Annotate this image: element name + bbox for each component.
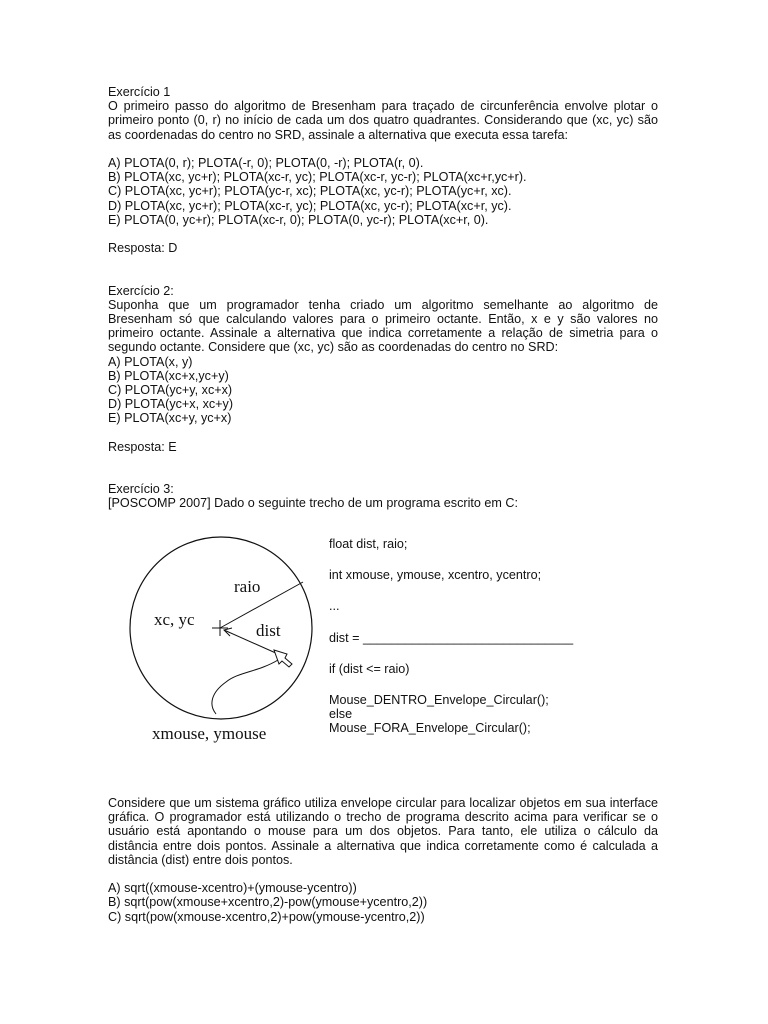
exercise-3-option-b: B) sqrt(pow(xmouse+xcentro,2)-pow(ymouse+ycentro,2)) [108, 895, 428, 910]
mouse-pointer-icon [274, 650, 292, 667]
exercise-1-text-line: O primeiro passo do algoritmo de Bresenham para traçado de circunferência envolve plotar o [108, 99, 658, 114]
radius-label: raio [234, 577, 261, 596]
code-line: if (dist <= raio) [329, 661, 410, 676]
code-snippet [329, 537, 649, 736]
exercise-1-option-d: D) PLOTA(xc, yc+r); PLOTA(xc-r, yc); PLOTA(xc, yc-r); PLOTA(xc+r, yc). [108, 198, 512, 213]
code-line: float dist, raio; [329, 537, 408, 551]
document-page [108, 85, 658, 511]
distance-label: dist [256, 621, 281, 640]
code-line: Mouse_DENTRO_Envelope_Circular(); [329, 692, 549, 707]
code-line: else [329, 707, 353, 722]
exercise-3-option-c: C) sqrt(pow(xmouse-xcentro,2)+pow(ymouse-ycentro,2)) [108, 909, 425, 924]
exercise-1-text-line: primeiro ponto (0, r) no início de cada um dos quatro quadrantes. Considerando que (xc, yc) são [108, 113, 658, 128]
exercise-3-text-line: usuário está apontando o mouse para um dos objetos. Para tanto, ele utiliza o cálculo da [108, 824, 658, 839]
exercise-1-option-e: E) PLOTA(0, yc+r); PLOTA(xc-r, 0); PLOTA(0, yc-r); PLOTA(xc+r, 0). [108, 212, 489, 227]
exercise-1-option-c: C) PLOTA(xc, yc+r); PLOTA(yc-r, xc); PLOTA(xc, yc-r); PLOTA(yc+r, xc). [108, 184, 512, 199]
exercise-3-title: Exercício 3: [108, 482, 174, 497]
exercise-2-text-line: Bresenham só que calculando valores para o primeiro octante. Então, x e y são valores no [108, 312, 658, 327]
exercise-1-option-b: B) PLOTA(xc, yc+r); PLOTA(xc-r, yc); PLOTA(xc-r, yc-r); PLOTA(xc+r,yc+r). [108, 170, 527, 185]
exercise-2-option-c: C) PLOTA(yc+y, xc+x) [108, 382, 233, 397]
exercise-2-option-d: D) PLOTA(yc+x, xc+y) [108, 397, 234, 412]
exercise-3-body [108, 796, 658, 924]
exercise-2-text-line: primeiro octante. Assinale a alternativa que indica corretamente a relação de simetria para o [108, 326, 658, 341]
exercise-2-title: Exercício 2: [108, 283, 174, 298]
exercise-2-answer: Resposta: E [108, 439, 177, 454]
exercise-2-option-e: E) PLOTA(xc+y, yc+x) [108, 411, 232, 426]
exercise-2-text-line: Suponha que um programador tenha criado um algoritmo semelhante ao algoritmo de [108, 297, 658, 312]
exercise-2-option-a: A) PLOTA(x, y) [108, 354, 193, 369]
exercise-3-intro: [POSCOMP 2007] Dado o seguinte trecho de um programa escrito em C: [108, 496, 518, 511]
exercise-3-text-line: gráfica. O programador está utilizando o trecho de programa descrito acima para verificar se o [108, 810, 658, 825]
exercise-1-title: Exercício 1 [108, 85, 171, 99]
mouse-label: xmouse, ymouse [152, 724, 267, 743]
code-line: int xmouse, ymouse, xcentro, ycentro; [329, 568, 542, 583]
exercise-3-text-line: distância (dist) entre dois pontos. [108, 852, 293, 867]
circular-envelope-diagram [108, 532, 323, 757]
exercise-1-option-a: A) PLOTA(0, r); PLOTA(-r, 0); PLOTA(0, -r); PLOTA(r, 0). [108, 155, 424, 170]
exercise-3-text-line: distância entre dois pontos. Assinale a alternativa que indica corretamente como é calculada a [108, 838, 658, 853]
code-line: dist = ______________________________ [329, 630, 574, 645]
exercise-3-text-line: Considere que um sistema gráfico utiliza envelope circular para localizar objetos em sua interface [108, 796, 658, 810]
code-line: Mouse_FORA_Envelope_Circular(); [329, 721, 531, 736]
exercise-1-answer: Resposta: D [108, 241, 178, 256]
exercise-2-option-b: B) PLOTA(xc+x,yc+y) [108, 368, 229, 383]
center-label: xc, yc [154, 610, 195, 629]
exercise-2-text-line: segundo octante. Considere que (xc, yc) são as coordenadas do centro no SRD: [108, 340, 559, 355]
code-line: ... [329, 599, 340, 614]
exercise-3-figure [108, 532, 668, 757]
exercise-3-option-a: A) sqrt((xmouse-xcentro)+(ymouse-ycentro)) [108, 881, 357, 896]
exercise-1-text-line: as coordenadas do centro no SRD, assinale a alternativa que executa essa tarefa: [108, 127, 568, 142]
